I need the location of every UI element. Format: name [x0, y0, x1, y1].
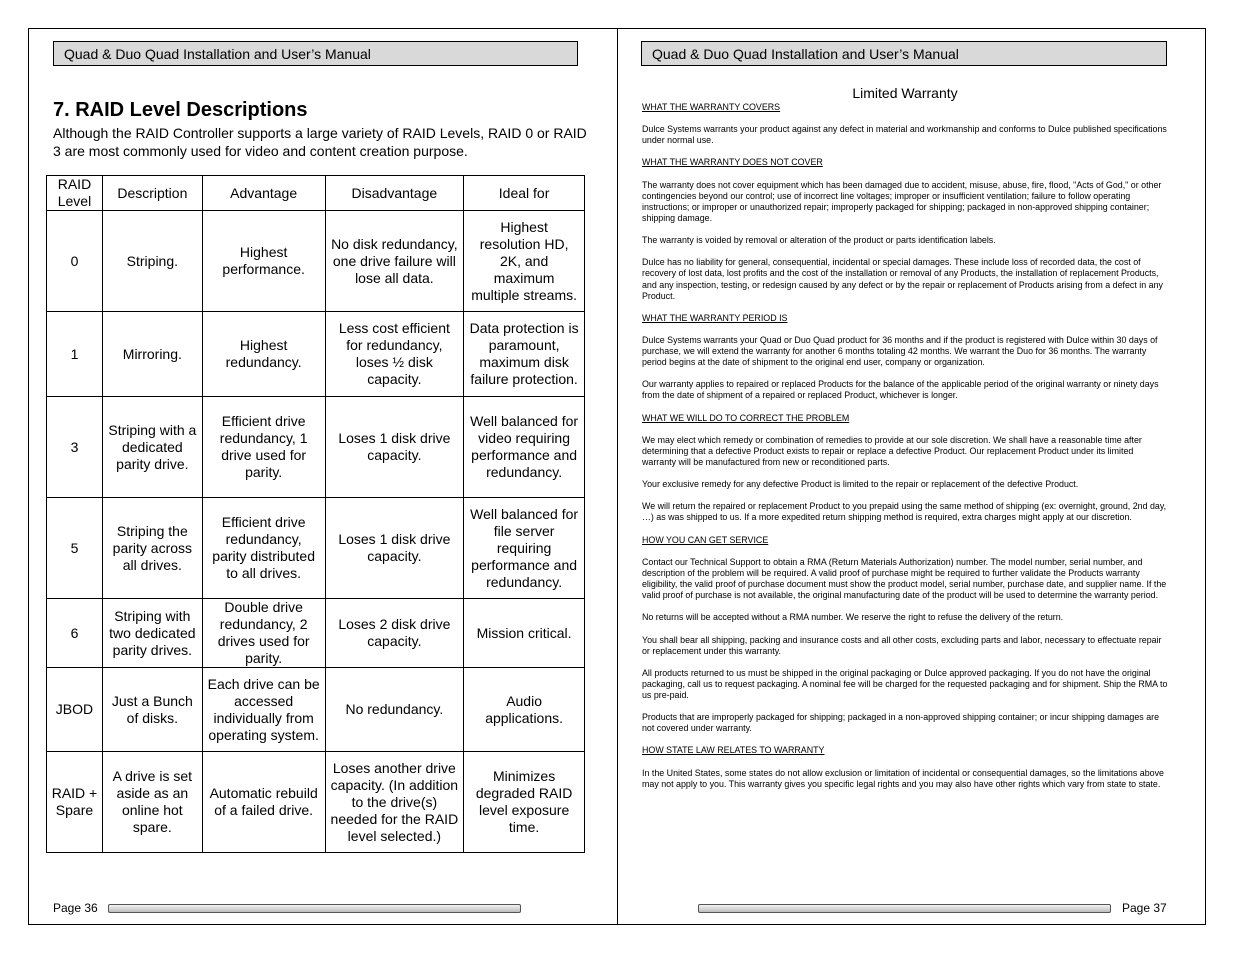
table-row: [47, 312, 585, 397]
advantage-cell: Each drive can be accessed individually from operating system.: [202, 668, 325, 752]
raid-level-cell: 5: [47, 498, 103, 599]
warranty-paragraph: We may elect which remedy or combination of remedies to provide at our sole discretion. We shall have a reasonable time after determining that a defective Product exists to repair or replace a defective Product. Our replacement Product under its limited warranty will be manufactured from new or reconditioned parts.: [642, 434, 1142, 467]
warranty-text: [642, 84, 1168, 801]
left-footer-bar: [108, 904, 521, 913]
warranty-paragraph: Your exclusive remedy for any defective Product is limited to the repair or replacement of the defective Product.: [642, 479, 1079, 490]
warranty-section-heading: HOW STATE LAW RELATES TO WARRANTY: [642, 745, 825, 756]
disadvantage-cell: No redundancy.: [325, 668, 464, 752]
description-cell: A drive is set aside as an online hot spare.: [102, 752, 202, 853]
disadvantage-cell: Loses 2 disk drive capacity.: [325, 599, 464, 668]
column-header-description: Description: [102, 176, 202, 211]
warranty-paragraph: The warranty does not cover equipment which has been damaged due to accident, misuse, abuse, fire, flood, "Acts of God," or other contingencies beyond our control; use of incorrect line voltages; improper or insufficient ventilation; failure to follow operating instructions; or improper or unauthorized repair; improperly packaged for shipping; packaged in non-approved shipping container; shipping damage.: [642, 179, 1162, 223]
raid-level-cell: 1: [47, 312, 103, 397]
ideal-for-cell: Well balanced for video requiring performance and redundancy.: [464, 397, 585, 498]
advantage-cell: Efficient drive redundancy, parity distributed to all drives.: [202, 498, 325, 599]
right-footer-bar: [698, 904, 1111, 913]
description-cell: Striping with two dedicated parity drives.: [102, 599, 202, 668]
description-cell: Mirroring.: [102, 312, 202, 397]
ideal-for-cell: Audio applications.: [464, 668, 585, 752]
left-page-number: Page 36: [53, 901, 98, 915]
warranty-paragraph: Dulce has no liability for general, consequential, incidental or special damages. These include loss of recorded data, the cost of recovery of lost data, lost profits and the cost of the installation or removal of any Products, the installation of replacement Products, and any inspection, testing, or redesign caused by any defect or by the repair or replacement of Products arising from a defect in any Product.: [642, 257, 1163, 301]
disadvantage-cell: Loses another drive capacity. (In addition to the drive(s) needed for the RAID level selected.): [325, 752, 464, 853]
advantage-cell: Double drive redundancy, 2 drives used for parity.: [202, 599, 325, 668]
table-row: [47, 599, 585, 668]
warranty-section-heading: WHAT THE WARRANTY DOES NOT COVER: [642, 157, 823, 168]
warranty-paragraph: In the United States, some states do not allow exclusion or limitation of incidental or consequential damages, so the limitations above may not apply to you. This warranty gives you specific legal rights and you may also have other rights which vary from state to state.: [642, 767, 1164, 789]
table-row: [47, 498, 585, 599]
warranty-section-heading: WHAT WE WILL DO TO CORRECT THE PROBLEM: [642, 412, 850, 423]
advantage-cell: Highest redundancy.: [202, 312, 325, 397]
section-title: 7. RAID Level Descriptions: [53, 99, 308, 121]
advantage-cell: Efficient drive redundancy, 1 drive used for parity.: [202, 397, 325, 498]
warranty-paragraph: Products that are improperly packaged for shipping; packaged in a non-approved shipping container; or incur shipping damages are not covered under warranty.: [642, 712, 1160, 734]
right-page-header: Quad & Duo Quad Installation and User’s Manual: [641, 41, 1167, 66]
warranty-title: Limited Warranty: [852, 85, 958, 101]
raid-level-table: [46, 175, 585, 853]
raid-level-cell: 3: [47, 397, 103, 498]
warranty-paragraph: Dulce Systems warrants your product against any defect in material and workmanship and conforms to Dulce published specifications under normal use.: [642, 124, 1167, 146]
raid-level-cell: 6: [47, 599, 103, 668]
column-header-raid-level: RAID Level: [47, 176, 103, 211]
warranty-paragraph: Our warranty applies to repaired or replaced Products for the balance of the applicable period of the original warranty or ninety days from the date of shipment of a repaired or replaced Product, whichever is longer.: [642, 379, 1159, 401]
warranty-section-heading: WHAT THE WARRANTY PERIOD IS: [642, 312, 788, 323]
ideal-for-cell: Minimizes degraded RAID level exposure time.: [464, 752, 585, 853]
warranty-section-heading: HOW YOU CAN GET SERVICE: [642, 534, 769, 545]
table-row: [47, 752, 585, 853]
table-row: [47, 397, 585, 498]
left-page-header: Quad & Duo Quad Installation and User’s Manual: [53, 41, 578, 66]
ideal-for-cell: Mission critical.: [464, 599, 585, 668]
description-cell: Striping the parity across all drives.: [102, 498, 202, 599]
intro-paragraph: Although the RAID Controller supports a large variety of RAID Levels, RAID 0 or RAID 3 are most commonly used for video and content creation purpose.: [53, 125, 587, 159]
warranty-paragraph: Dulce Systems warrants your Quad or Duo Quad product for 36 months and if the product is registered with Dulce within 30 days of purchase, we will extend the warranty for another 6 months totaling 42 months. We warrant the Duo for 36 months. The warranty period begins at the date of shipment to the original end user, company or organization.: [642, 334, 1158, 368]
advantage-cell: Highest performance.: [202, 211, 325, 312]
disadvantage-cell: Less cost efficient for redundancy, loses ½ disk capacity.: [325, 312, 464, 397]
ideal-for-cell: Highest resolution HD, 2K, and maximum multiple streams.: [464, 211, 585, 312]
raid-level-cell: RAID + Spare: [47, 752, 103, 853]
column-header-advantage: Advantage: [202, 176, 325, 211]
raid-level-cell: 0: [47, 211, 103, 312]
disadvantage-cell: No disk redundancy, one drive failure will lose all data.: [325, 211, 464, 312]
warranty-paragraph: We will return the repaired or replacement Product to you prepaid using the same method of shipping (ex: overnight, ground, 2nd day, …) as was shipped to us. If a more expedited return shipping method is required, extra charges might apply at our discretion.: [642, 501, 1167, 523]
description-cell: Striping.: [102, 211, 202, 312]
advantage-cell: Automatic rebuild of a failed drive.: [202, 752, 325, 853]
right-page-number: Page 37: [1122, 901, 1167, 915]
description-cell: Just a Bunch of disks.: [102, 668, 202, 752]
table-header-row: [47, 176, 585, 211]
table-row: [47, 668, 585, 752]
ideal-for-cell: Well balanced for file server requiring performance and redundancy.: [464, 498, 585, 599]
table-row: [47, 211, 585, 312]
description-cell: Striping with a dedicated parity drive.: [102, 397, 202, 498]
column-header-ideal-for: Ideal for: [464, 176, 585, 211]
disadvantage-cell: Loses 1 disk drive capacity.: [325, 498, 464, 599]
warranty-paragraph: The warranty is voided by removal or alteration of the product or parts identification labels.: [642, 235, 996, 246]
warranty-paragraph: No returns will be accepted without a RMA number. We reserve the right to refuse the delivery of the return.: [642, 612, 1064, 623]
disadvantage-cell: Loses 1 disk drive capacity.: [325, 397, 464, 498]
warranty-paragraph: You shall bear all shipping, packing and insurance costs and all other costs, excluding parts and labor, necessary to effectuate repair or replacement under this warranty.: [642, 634, 1162, 656]
warranty-paragraph: Contact our Technical Support to obtain a RMA (Return Materials Authorization) number. The model number, serial number, and description of the problem will be required. A valid proof of purchase might be required to further validate the Products warranty eligibility, the valid proof of purchase document must show the product model, serial number, purchase date, and supplier name. If the valid proof of purchase is not available, the original manufacturing date of the product will be used to determine the warranty period.: [642, 556, 1167, 601]
warranty-paragraph: All products returned to us must be shipped in the original packaging or Dulce approved packaging. If you do not have the original packaging, call us to request packaging. A nominal fee will be charged for the requested packaging and for shipment. Ship the RMA to us pre-paid.: [642, 667, 1168, 700]
warranty-section-heading: WHAT THE WARRANTY COVERS: [642, 102, 781, 112]
raid-level-cell: JBOD: [47, 668, 103, 752]
page-divider: [617, 28, 618, 925]
column-header-disadvantage: Disadvantage: [325, 176, 464, 211]
ideal-for-cell: Data protection is paramount, maximum disk failure protection.: [464, 312, 585, 397]
